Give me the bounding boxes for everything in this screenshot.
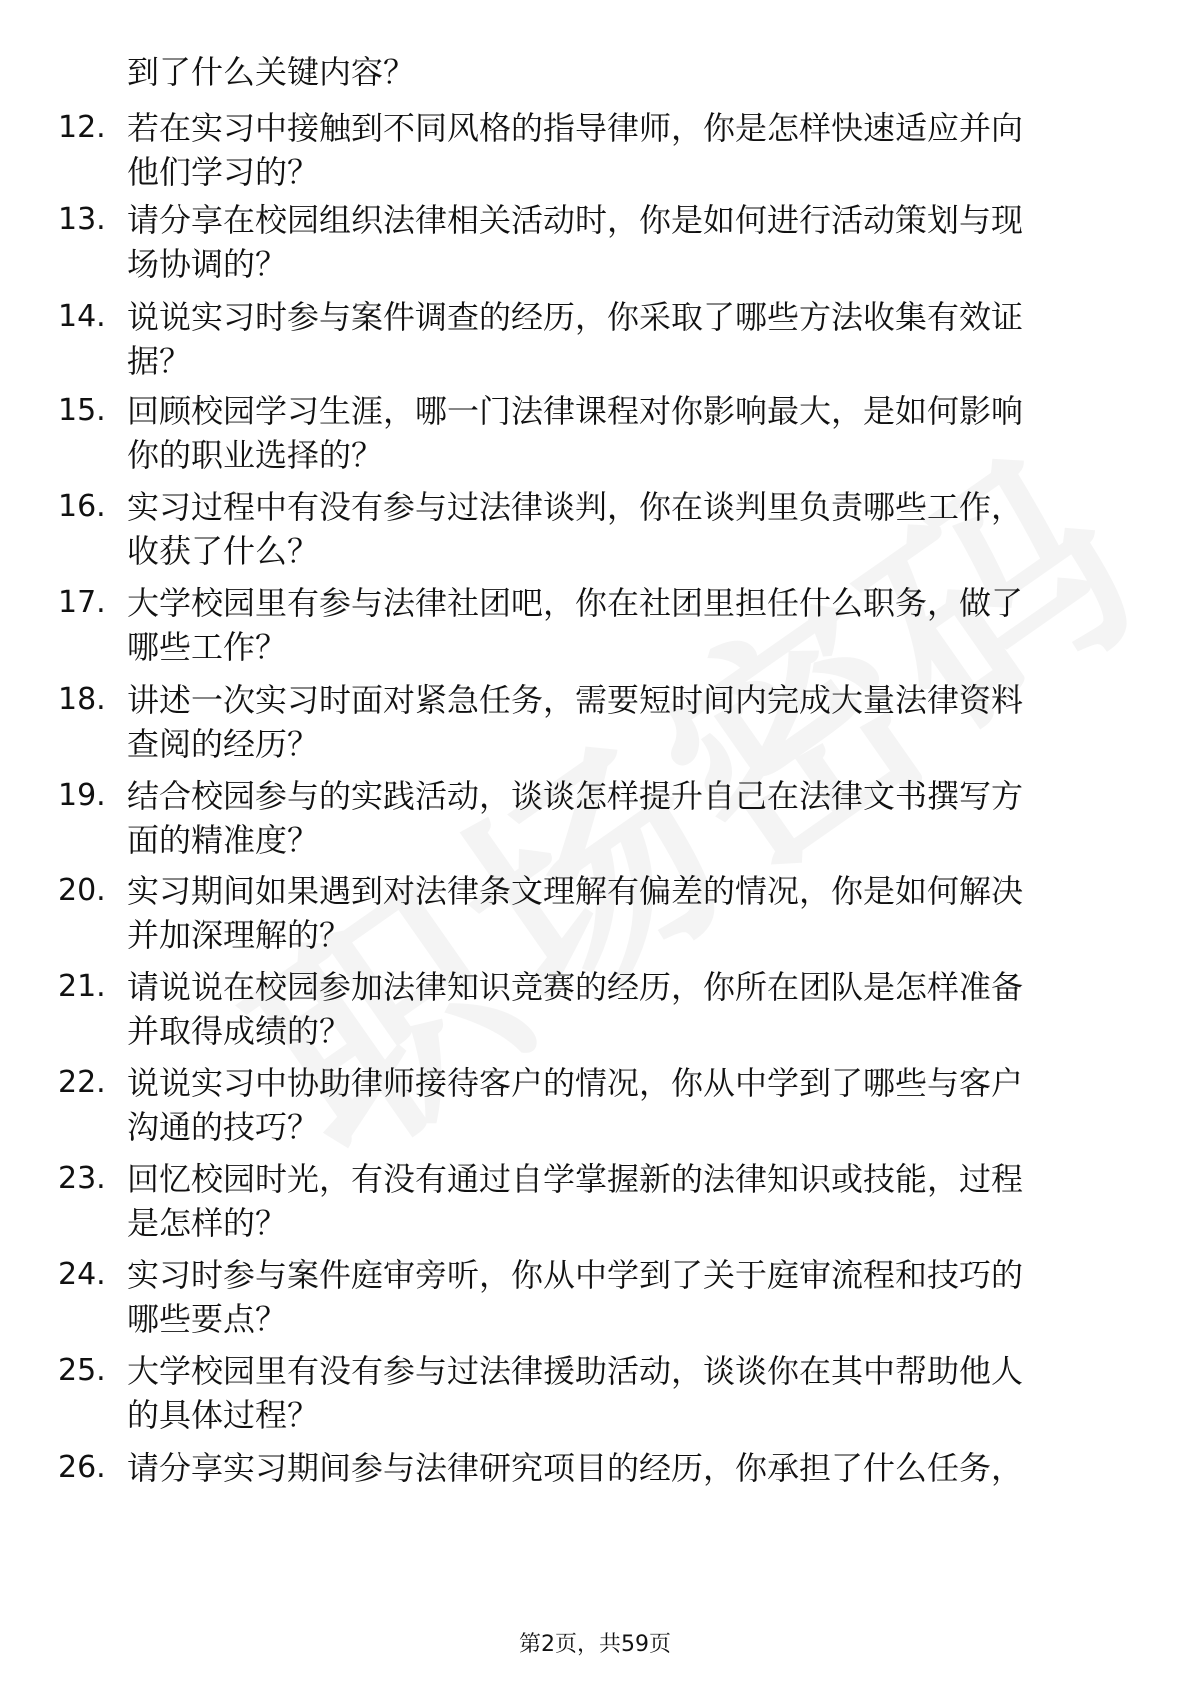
question-line: 实习时参与案件庭审旁听，你从中学到了关于庭审流程和技巧的: [127, 1256, 1024, 1294]
question-line: 沟通的技巧？: [127, 1108, 320, 1146]
continuation-line: 到了什么关键内容？: [127, 53, 416, 91]
question-line: 实习期间如果遇到对法律条文理解有偏差的情况，你是如何解决: [127, 872, 1024, 910]
question-line: 说说实习中协助律师接待客户的情况，你从中学到了哪些与客户: [127, 1064, 1024, 1102]
question-line: 场协调的？: [127, 245, 288, 283]
question-text: [127, 295, 1023, 383]
question-line: 据？: [127, 342, 192, 380]
question-number: 16.: [58, 489, 106, 524]
question-number: 23.: [58, 1161, 106, 1196]
question-line: 并取得成绩的？: [127, 1012, 352, 1050]
question-line: 大学校园里有没有参与过法律援助活动，谈谈你在其中帮助他人: [127, 1352, 1024, 1390]
question-line: 回顾校园学习生涯，哪一门法律课程对你影响最大，是如何影响: [127, 392, 1024, 430]
question-line: 并加深理解的？: [127, 916, 352, 954]
question-number: 21.: [58, 969, 106, 1004]
question-line: 讲述一次实习时面对紧急任务，需要短时间内完成大量法律资料: [127, 681, 1024, 719]
question-number: 15.: [58, 393, 106, 428]
question-number: 26.: [58, 1450, 106, 1485]
question-line: 回忆校园时光，有没有通过自学掌握新的法律知识或技能，过程: [127, 1160, 1024, 1198]
question-number: 18.: [58, 682, 106, 717]
question-number: 13.: [58, 202, 106, 237]
question-number: 17.: [58, 585, 106, 620]
question-text: [127, 774, 1023, 862]
question-line: 请分享实习期间参与法律研究项目的经历，你承担了什么任务，: [127, 1449, 1024, 1487]
page-footer: 第2页，共59页: [519, 1632, 671, 1657]
question-text: [127, 1446, 1023, 1490]
question-line: 收获了什么？: [127, 532, 320, 570]
question-number: 19.: [58, 778, 106, 813]
question-line: 请分享在校园组织法律相关活动时，你是如何进行活动策划与现: [127, 201, 1024, 239]
question-line: 说说实习时参与案件调查的经历，你采取了哪些方法收集有效证: [127, 298, 1024, 336]
question-line: 你的职业选择的？: [127, 436, 384, 474]
question-text: [127, 389, 1023, 477]
question-text: [127, 581, 1023, 669]
question-text: [127, 965, 1023, 1053]
question-text: [127, 485, 1023, 573]
question-line: 结合校园参与的实践活动，谈谈怎样提升自己在法律文书撰写方: [127, 777, 1024, 815]
question-line: 哪些要点？: [127, 1300, 288, 1338]
question-text: [127, 1157, 1023, 1245]
question-text: [127, 1349, 1023, 1437]
question-line: 查阅的经历？: [127, 725, 320, 763]
question-line: 若在实习中接触到不同风格的指导律师，你是怎样快速适应并向: [127, 109, 1024, 147]
question-line: 哪些工作？: [127, 628, 288, 666]
question-text: [127, 1061, 1023, 1149]
question-number: 24.: [58, 1257, 106, 1292]
question-text: [127, 678, 1023, 766]
question-line: 是怎样的？: [127, 1204, 288, 1242]
question-number: 22.: [58, 1065, 106, 1100]
question-number: 25.: [58, 1353, 106, 1388]
question-line: 大学校园里有参与法律社团吧，你在社团里担任什么职务，做了: [127, 584, 1024, 622]
question-number: 12.: [58, 110, 106, 145]
question-line: 的具体过程？: [127, 1396, 320, 1434]
question-line: 请说说在校园参加法律知识竞赛的经历，你所在团队是怎样准备: [127, 968, 1024, 1006]
question-text: [127, 1253, 1023, 1341]
question-number: 14.: [58, 299, 106, 334]
question-text: [127, 106, 1023, 194]
question-number: 20.: [58, 873, 106, 908]
question-line: 面的精准度？: [127, 821, 320, 859]
question-text: [127, 198, 1023, 286]
question-line: 实习过程中有没有参与过法律谈判，你在谈判里负责哪些工作，: [127, 488, 1024, 526]
question-line: 他们学习的？: [127, 153, 320, 191]
question-text: [127, 869, 1023, 957]
